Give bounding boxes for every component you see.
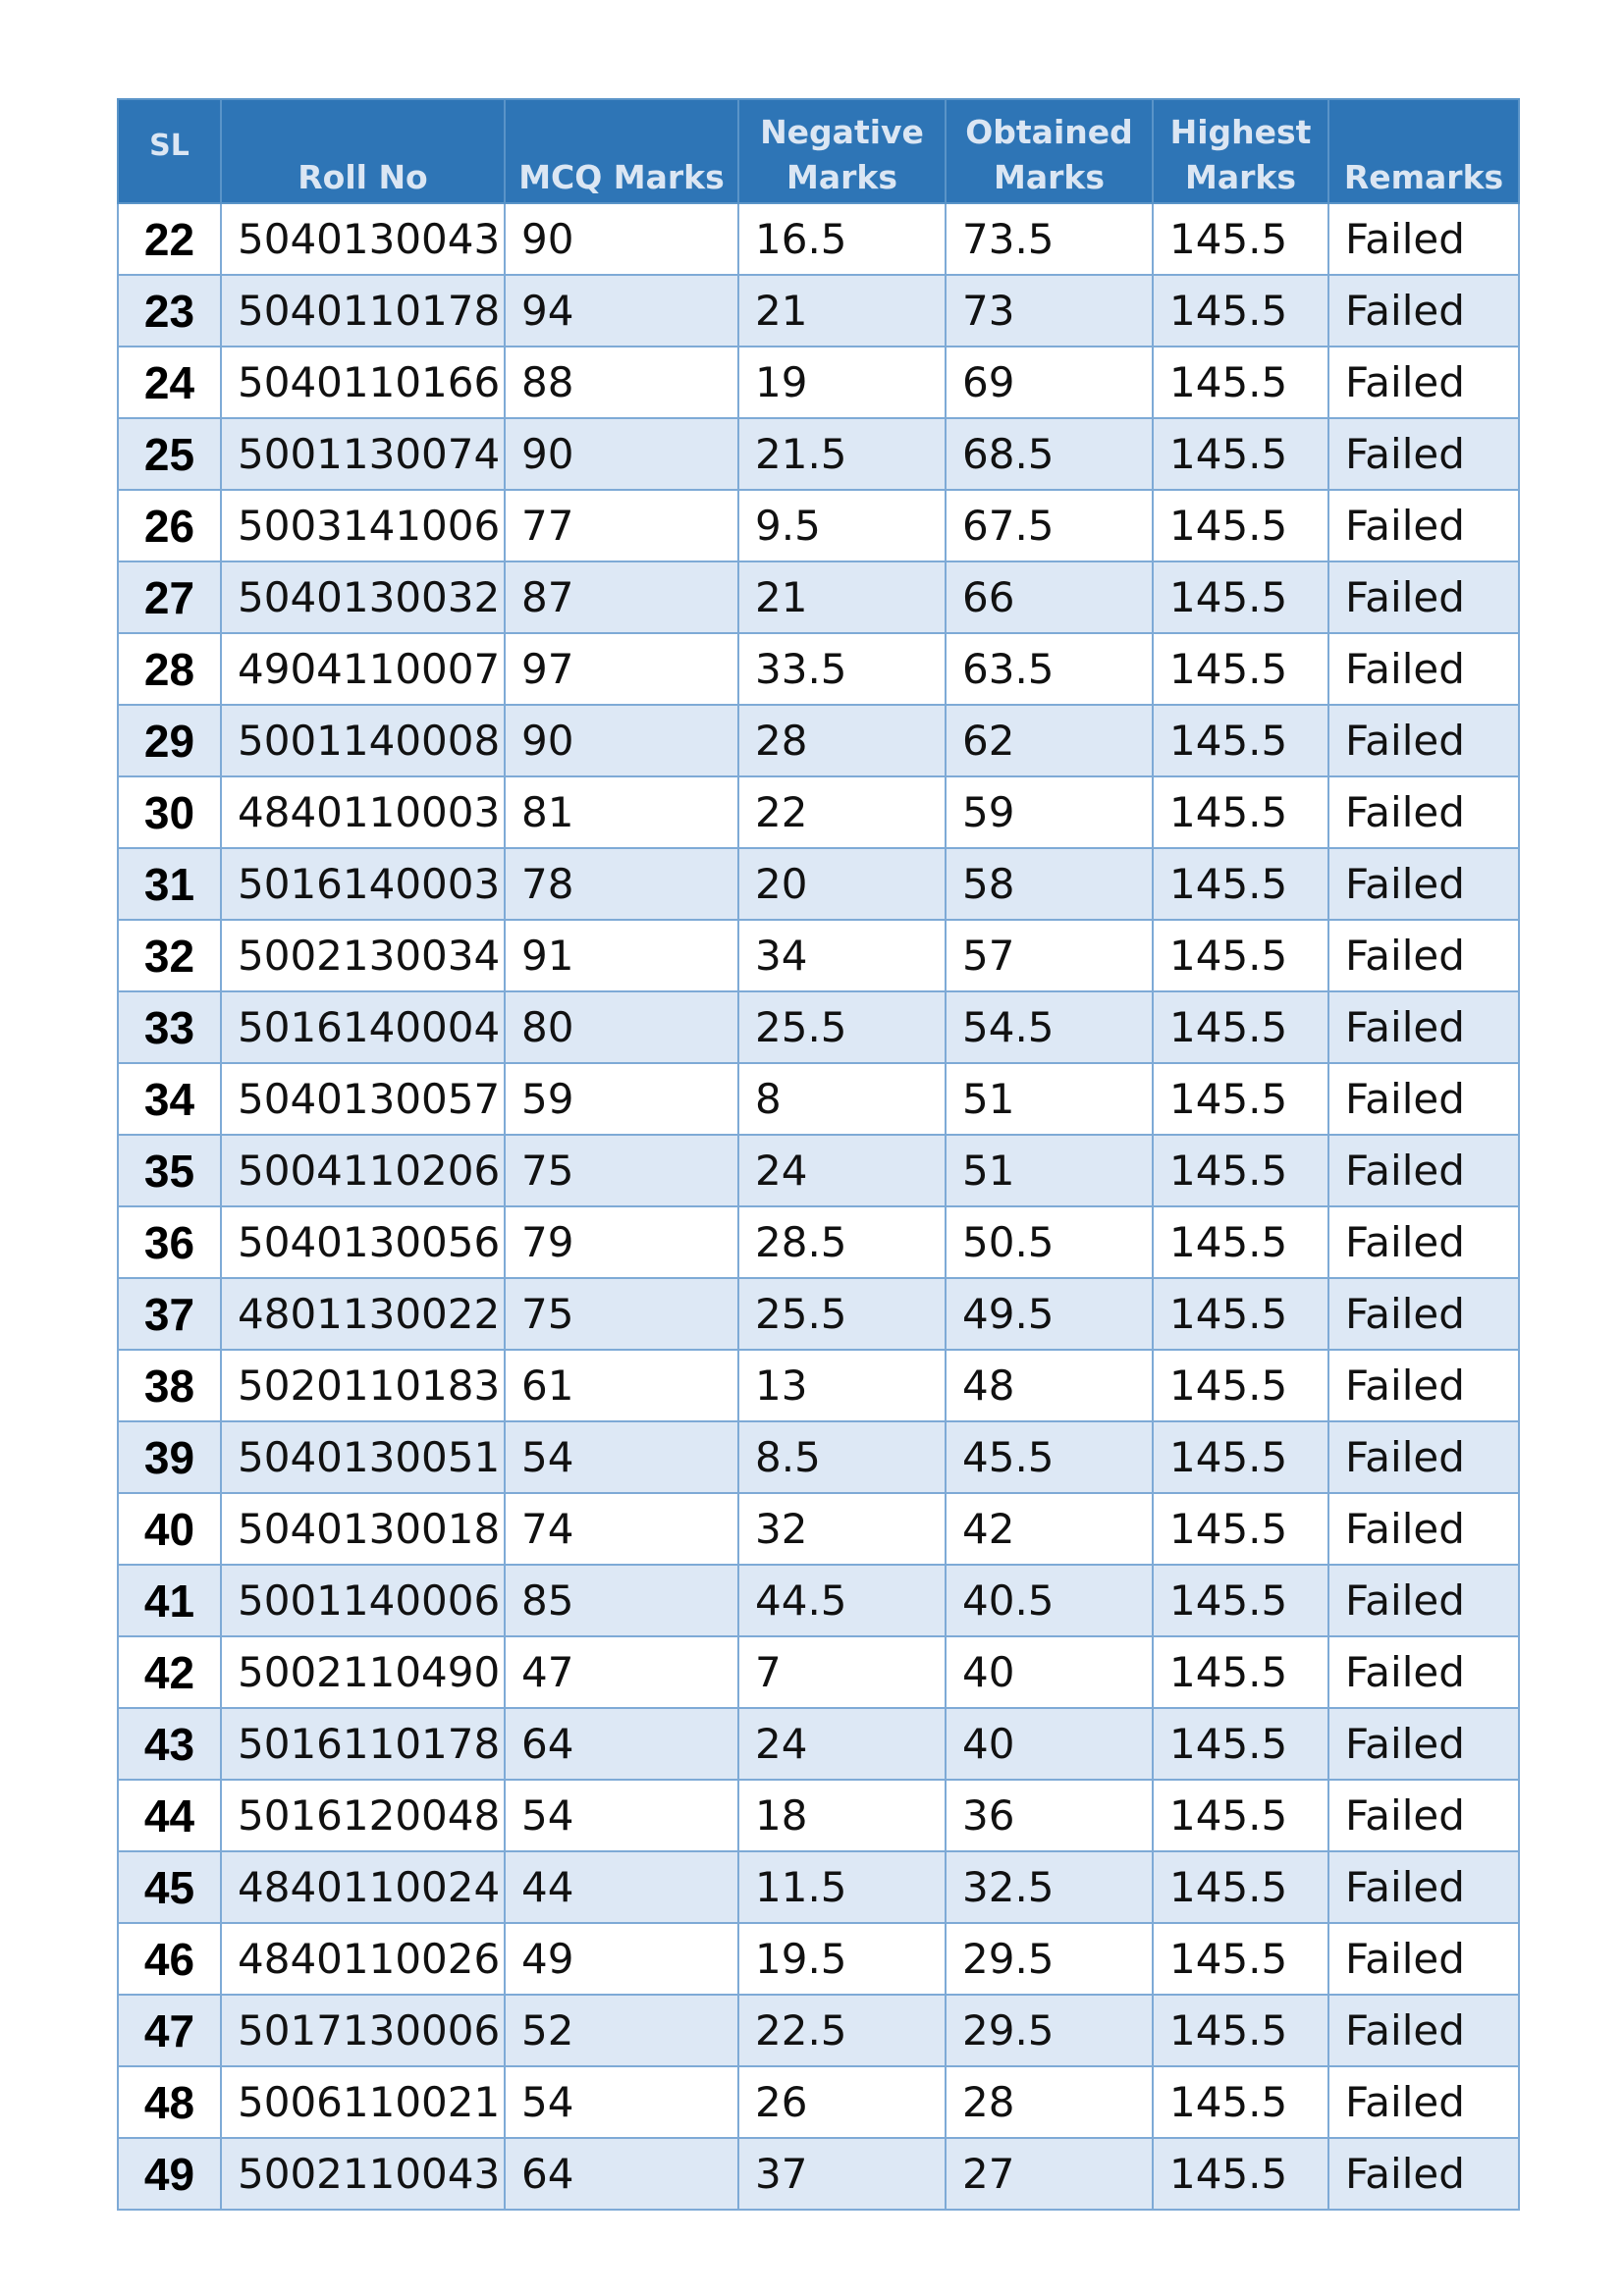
cell-obtained-marks: 36 (946, 1780, 1153, 1851)
cell-obtained-marks: 59 (946, 776, 1153, 848)
cell-sl: 41 (118, 1565, 221, 1636)
header-obtained-marks-line1: Obtained (965, 113, 1133, 151)
table-row (118, 561, 1519, 633)
cell-roll-no: 5016140003 (221, 848, 505, 920)
cell-obtained-marks: 42 (946, 1493, 1153, 1565)
cell-roll-no: 4840110024 (221, 1851, 505, 1923)
cell-roll-no: 5004110206 (221, 1135, 505, 1206)
cell-roll-no: 5006110021 (221, 2066, 505, 2138)
table-row (118, 848, 1519, 920)
cell-negative-marks: 11.5 (738, 1851, 946, 1923)
cell-sl: 43 (118, 1708, 221, 1780)
cell-obtained-marks: 40.5 (946, 1565, 1153, 1636)
cell-sl: 22 (118, 203, 221, 275)
cell-negative-marks: 18 (738, 1780, 946, 1851)
cell-obtained-marks: 73.5 (946, 203, 1153, 275)
cell-obtained-marks: 28 (946, 2066, 1153, 2138)
cell-sl: 29 (118, 705, 221, 776)
cell-highest-marks: 145.5 (1153, 1278, 1328, 1350)
cell-highest-marks: 145.5 (1153, 1493, 1328, 1565)
cell-remarks: Failed (1328, 848, 1519, 920)
table-row (118, 1421, 1519, 1493)
header-roll-no: Roll No (221, 99, 505, 203)
cell-sl: 23 (118, 275, 221, 347)
cell-negative-marks: 21 (738, 561, 946, 633)
cell-negative-marks: 19.5 (738, 1923, 946, 1995)
header-mcq-marks: MCQ Marks (505, 99, 738, 203)
cell-sl: 28 (118, 633, 221, 705)
cell-highest-marks: 145.5 (1153, 1421, 1328, 1493)
cell-highest-marks: 145.5 (1153, 705, 1328, 776)
cell-remarks: Failed (1328, 1995, 1519, 2066)
header-remarks: Remarks (1328, 99, 1519, 203)
table-row (118, 1780, 1519, 1851)
cell-roll-no: 5002110490 (221, 1636, 505, 1708)
cell-obtained-marks: 48 (946, 1350, 1153, 1421)
cell-sl: 42 (118, 1636, 221, 1708)
cell-sl: 47 (118, 1995, 221, 2066)
cell-negative-marks: 20 (738, 848, 946, 920)
header-obtained-marks-line2: Marks (994, 158, 1105, 196)
cell-sl: 40 (118, 1493, 221, 1565)
cell-obtained-marks: 40 (946, 1708, 1153, 1780)
table-row (118, 1565, 1519, 1636)
cell-obtained-marks: 68.5 (946, 418, 1153, 490)
cell-mcq-marks: 49 (505, 1923, 738, 1995)
cell-roll-no: 4840110003 (221, 776, 505, 848)
cell-roll-no: 5040110166 (221, 347, 505, 418)
table-row (118, 1278, 1519, 1350)
header-negative-marks (738, 99, 946, 203)
table-row (118, 1206, 1519, 1278)
cell-sl: 44 (118, 1780, 221, 1851)
cell-roll-no: 4904110007 (221, 633, 505, 705)
cell-sl: 46 (118, 1923, 221, 1995)
table-row (118, 2138, 1519, 2210)
cell-remarks: Failed (1328, 1063, 1519, 1135)
table-row (118, 1708, 1519, 1780)
cell-highest-marks: 145.5 (1153, 2138, 1328, 2210)
cell-roll-no: 5002130034 (221, 920, 505, 991)
cell-mcq-marks: 77 (505, 490, 738, 561)
cell-highest-marks: 145.5 (1153, 848, 1328, 920)
cell-sl: 36 (118, 1206, 221, 1278)
cell-sl: 24 (118, 347, 221, 418)
table-row (118, 1636, 1519, 1708)
cell-sl: 39 (118, 1421, 221, 1493)
header-highest-marks-line1: Highest (1169, 113, 1312, 151)
cell-remarks: Failed (1328, 776, 1519, 848)
cell-mcq-marks: 47 (505, 1636, 738, 1708)
cell-mcq-marks: 44 (505, 1851, 738, 1923)
cell-negative-marks: 22 (738, 776, 946, 848)
cell-roll-no: 5003141006 (221, 490, 505, 561)
cell-sl: 49 (118, 2138, 221, 2210)
cell-remarks: Failed (1328, 1780, 1519, 1851)
table-row (118, 203, 1519, 275)
table-row (118, 633, 1519, 705)
cell-negative-marks: 33.5 (738, 633, 946, 705)
cell-sl: 35 (118, 1135, 221, 1206)
cell-roll-no: 5016140004 (221, 991, 505, 1063)
cell-highest-marks: 145.5 (1153, 1135, 1328, 1206)
cell-sl: 30 (118, 776, 221, 848)
cell-sl: 27 (118, 561, 221, 633)
cell-highest-marks: 145.5 (1153, 490, 1328, 561)
table-row (118, 347, 1519, 418)
cell-negative-marks: 21.5 (738, 418, 946, 490)
cell-negative-marks: 34 (738, 920, 946, 991)
cell-remarks: Failed (1328, 347, 1519, 418)
cell-highest-marks: 145.5 (1153, 1851, 1328, 1923)
cell-mcq-marks: 52 (505, 1995, 738, 2066)
cell-mcq-marks: 81 (505, 776, 738, 848)
cell-roll-no: 5001130074 (221, 418, 505, 490)
cell-negative-marks: 25.5 (738, 1278, 946, 1350)
cell-remarks: Failed (1328, 418, 1519, 490)
cell-mcq-marks: 54 (505, 2066, 738, 2138)
cell-obtained-marks: 29.5 (946, 1995, 1153, 2066)
cell-sl: 33 (118, 991, 221, 1063)
cell-negative-marks: 44.5 (738, 1565, 946, 1636)
cell-remarks: Failed (1328, 1636, 1519, 1708)
table-row (118, 1995, 1519, 2066)
cell-remarks: Failed (1328, 2066, 1519, 2138)
cell-remarks: Failed (1328, 490, 1519, 561)
cell-highest-marks: 145.5 (1153, 1708, 1328, 1780)
table-body (118, 203, 1519, 2210)
cell-obtained-marks: 63.5 (946, 633, 1153, 705)
table-row (118, 418, 1519, 490)
table-row (118, 490, 1519, 561)
cell-mcq-marks: 75 (505, 1278, 738, 1350)
cell-mcq-marks: 90 (505, 705, 738, 776)
cell-mcq-marks: 61 (505, 1350, 738, 1421)
cell-remarks: Failed (1328, 1278, 1519, 1350)
cell-negative-marks: 7 (738, 1636, 946, 1708)
table-row (118, 776, 1519, 848)
cell-negative-marks: 21 (738, 275, 946, 347)
cell-mcq-marks: 87 (505, 561, 738, 633)
cell-negative-marks: 24 (738, 1135, 946, 1206)
cell-roll-no: 5001140008 (221, 705, 505, 776)
cell-remarks: Failed (1328, 275, 1519, 347)
cell-mcq-marks: 54 (505, 1421, 738, 1493)
cell-remarks: Failed (1328, 1350, 1519, 1421)
cell-negative-marks: 8 (738, 1063, 946, 1135)
cell-roll-no: 5017130006 (221, 1995, 505, 2066)
cell-roll-no: 5040130051 (221, 1421, 505, 1493)
table-row (118, 275, 1519, 347)
cell-sl: 25 (118, 418, 221, 490)
cell-mcq-marks: 90 (505, 203, 738, 275)
cell-remarks: Failed (1328, 1708, 1519, 1780)
cell-remarks: Failed (1328, 1851, 1519, 1923)
cell-highest-marks: 145.5 (1153, 776, 1328, 848)
cell-roll-no: 4840110026 (221, 1923, 505, 1995)
cell-roll-no: 5001140006 (221, 1565, 505, 1636)
cell-highest-marks: 145.5 (1153, 418, 1328, 490)
cell-mcq-marks: 74 (505, 1493, 738, 1565)
table-row (118, 1063, 1519, 1135)
cell-highest-marks: 145.5 (1153, 633, 1328, 705)
cell-roll-no: 5016110178 (221, 1708, 505, 1780)
cell-roll-no: 5040130018 (221, 1493, 505, 1565)
cell-highest-marks: 145.5 (1153, 1636, 1328, 1708)
table-header (118, 99, 1519, 203)
header-highest-marks-line2: Marks (1185, 158, 1296, 196)
table-row (118, 991, 1519, 1063)
cell-highest-marks: 145.5 (1153, 203, 1328, 275)
cell-highest-marks: 145.5 (1153, 1780, 1328, 1851)
cell-highest-marks: 145.5 (1153, 2066, 1328, 2138)
header-sl: SL (118, 99, 221, 203)
cell-mcq-marks: 59 (505, 1063, 738, 1135)
cell-obtained-marks: 57 (946, 920, 1153, 991)
cell-remarks: Failed (1328, 561, 1519, 633)
table-row (118, 1923, 1519, 1995)
cell-obtained-marks: 66 (946, 561, 1153, 633)
cell-mcq-marks: 54 (505, 1780, 738, 1851)
cell-mcq-marks: 78 (505, 848, 738, 920)
cell-mcq-marks: 80 (505, 991, 738, 1063)
cell-obtained-marks: 45.5 (946, 1421, 1153, 1493)
cell-remarks: Failed (1328, 203, 1519, 275)
cell-remarks: Failed (1328, 920, 1519, 991)
cell-roll-no: 5040130057 (221, 1063, 505, 1135)
cell-negative-marks: 28 (738, 705, 946, 776)
cell-roll-no: 5040110178 (221, 275, 505, 347)
cell-highest-marks: 145.5 (1153, 561, 1328, 633)
table-row (118, 705, 1519, 776)
cell-sl: 32 (118, 920, 221, 991)
cell-negative-marks: 16.5 (738, 203, 946, 275)
cell-remarks: Failed (1328, 633, 1519, 705)
cell-remarks: Failed (1328, 1421, 1519, 1493)
cell-negative-marks: 28.5 (738, 1206, 946, 1278)
cell-highest-marks: 145.5 (1153, 1995, 1328, 2066)
header-row (118, 99, 1519, 203)
cell-negative-marks: 19 (738, 347, 946, 418)
cell-roll-no: 4801130022 (221, 1278, 505, 1350)
table-row (118, 1350, 1519, 1421)
cell-obtained-marks: 40 (946, 1636, 1153, 1708)
cell-roll-no: 5020110183 (221, 1350, 505, 1421)
cell-mcq-marks: 75 (505, 1135, 738, 1206)
header-negative-marks-line2: Marks (786, 158, 897, 196)
header-highest-marks (1153, 99, 1328, 203)
table-row (118, 1135, 1519, 1206)
cell-highest-marks: 145.5 (1153, 275, 1328, 347)
cell-remarks: Failed (1328, 2138, 1519, 2210)
cell-highest-marks: 145.5 (1153, 347, 1328, 418)
cell-mcq-marks: 97 (505, 633, 738, 705)
header-obtained-marks (946, 99, 1153, 203)
cell-negative-marks: 24 (738, 1708, 946, 1780)
cell-obtained-marks: 29.5 (946, 1923, 1153, 1995)
header-negative-marks-line1: Negative (760, 113, 924, 151)
cell-highest-marks: 145.5 (1153, 1063, 1328, 1135)
table-row (118, 920, 1519, 991)
cell-negative-marks: 26 (738, 2066, 946, 2138)
cell-sl: 37 (118, 1278, 221, 1350)
cell-remarks: Failed (1328, 1206, 1519, 1278)
cell-sl: 34 (118, 1063, 221, 1135)
table-row (118, 1851, 1519, 1923)
cell-sl: 26 (118, 490, 221, 561)
cell-highest-marks: 145.5 (1153, 1923, 1328, 1995)
cell-sl: 45 (118, 1851, 221, 1923)
cell-negative-marks: 22.5 (738, 1995, 946, 2066)
results-table (117, 98, 1520, 2211)
cell-roll-no: 5002110043 (221, 2138, 505, 2210)
cell-negative-marks: 9.5 (738, 490, 946, 561)
cell-roll-no: 5040130032 (221, 561, 505, 633)
cell-obtained-marks: 27 (946, 2138, 1153, 2210)
cell-obtained-marks: 54.5 (946, 991, 1153, 1063)
cell-mcq-marks: 85 (505, 1565, 738, 1636)
cell-obtained-marks: 62 (946, 705, 1153, 776)
cell-remarks: Failed (1328, 705, 1519, 776)
cell-negative-marks: 13 (738, 1350, 946, 1421)
cell-negative-marks: 25.5 (738, 991, 946, 1063)
cell-negative-marks: 37 (738, 2138, 946, 2210)
cell-remarks: Failed (1328, 1565, 1519, 1636)
cell-mcq-marks: 64 (505, 2138, 738, 2210)
cell-mcq-marks: 88 (505, 347, 738, 418)
cell-highest-marks: 145.5 (1153, 1565, 1328, 1636)
cell-obtained-marks: 67.5 (946, 490, 1153, 561)
cell-roll-no: 5040130056 (221, 1206, 505, 1278)
cell-obtained-marks: 51 (946, 1135, 1153, 1206)
cell-mcq-marks: 94 (505, 275, 738, 347)
cell-remarks: Failed (1328, 1493, 1519, 1565)
cell-mcq-marks: 90 (505, 418, 738, 490)
cell-highest-marks: 145.5 (1153, 1206, 1328, 1278)
cell-remarks: Failed (1328, 1135, 1519, 1206)
cell-roll-no: 5040130043 (221, 203, 505, 275)
cell-mcq-marks: 64 (505, 1708, 738, 1780)
cell-highest-marks: 145.5 (1153, 1350, 1328, 1421)
cell-mcq-marks: 79 (505, 1206, 738, 1278)
cell-negative-marks: 8.5 (738, 1421, 946, 1493)
cell-obtained-marks: 73 (946, 275, 1153, 347)
cell-sl: 38 (118, 1350, 221, 1421)
cell-sl: 48 (118, 2066, 221, 2138)
cell-roll-no: 5016120048 (221, 1780, 505, 1851)
cell-obtained-marks: 58 (946, 848, 1153, 920)
cell-remarks: Failed (1328, 991, 1519, 1063)
cell-obtained-marks: 69 (946, 347, 1153, 418)
cell-obtained-marks: 32.5 (946, 1851, 1153, 1923)
cell-obtained-marks: 51 (946, 1063, 1153, 1135)
cell-remarks: Failed (1328, 1923, 1519, 1995)
cell-mcq-marks: 91 (505, 920, 738, 991)
cell-obtained-marks: 49.5 (946, 1278, 1153, 1350)
cell-highest-marks: 145.5 (1153, 991, 1328, 1063)
table-row (118, 2066, 1519, 2138)
cell-highest-marks: 145.5 (1153, 920, 1328, 991)
table-row (118, 1493, 1519, 1565)
cell-sl: 31 (118, 848, 221, 920)
cell-negative-marks: 32 (738, 1493, 946, 1565)
cell-obtained-marks: 50.5 (946, 1206, 1153, 1278)
